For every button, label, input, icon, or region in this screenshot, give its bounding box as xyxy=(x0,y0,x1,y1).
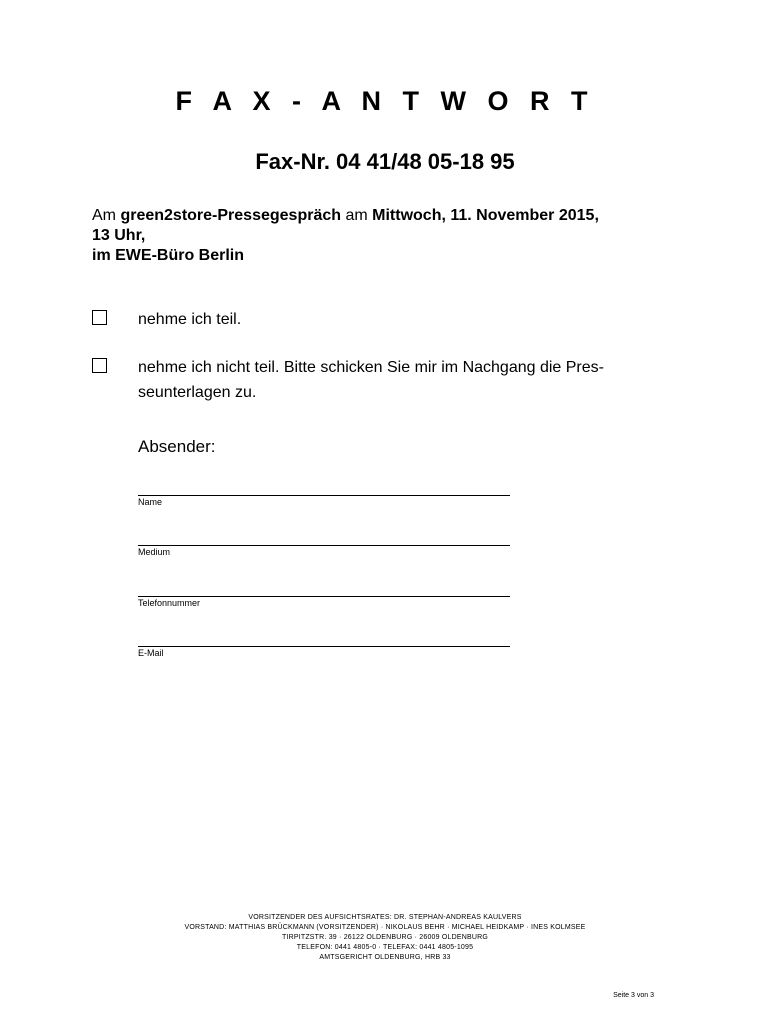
document-title: F A X - A N T W O R T xyxy=(175,86,595,116)
phone-field-line[interactable] xyxy=(138,596,510,597)
name-field-caption: Name xyxy=(138,497,163,507)
email-field-caption: E-Mail xyxy=(138,648,164,658)
phone-field-caption: Telefonnummer xyxy=(138,598,201,608)
invitation-middle: am xyxy=(341,207,373,224)
decline-option-text-line2: seunterlagen zu. xyxy=(138,384,257,401)
attend-option-label xyxy=(138,307,678,332)
decline-option-text-line1: nehme ich nicht teil. Bitte schicken Sie mir im Nachgang die Pres- xyxy=(138,359,604,376)
event-time: 13 Uhr, xyxy=(92,227,146,244)
footer-line: VORSITZENDER DES AUFSICHTSRATES: DR. STEPHAN-ANDREAS KAULVERS xyxy=(248,914,522,921)
email-field-line[interactable] xyxy=(138,646,510,647)
decline-checkbox[interactable] xyxy=(92,358,107,373)
invitation-prefix: Am xyxy=(92,207,121,224)
company-footer xyxy=(0,913,770,963)
fax-number: Fax-Nr. 04 41/48 05-18 95 xyxy=(255,149,515,174)
footer-line: VORSTAND: MATTHIAS BRÜCKMANN (VORSITZENDER) · NIKOLAUS BEHR · MICHAEL HEIDKAMP · INES KOLMSEE xyxy=(184,924,586,931)
attend-checkbox[interactable] xyxy=(92,310,107,325)
event-name: green2store-Pressegespräch xyxy=(120,207,342,224)
footer-line: AMTSGERICHT OLDENBURG, HRB 33 xyxy=(319,954,451,961)
decline-option-label xyxy=(138,355,678,405)
page-number: Seite 3 von 3 xyxy=(613,992,654,999)
event-date: Mittwoch, 11. November 2015, xyxy=(372,207,599,224)
medium-field-line[interactable] xyxy=(138,545,510,546)
attend-option-text: nehme ich teil. xyxy=(138,311,242,328)
footer-line: TELEFON: 0441 4805-0 · TELEFAX: 0441 4805-1095 xyxy=(296,944,474,951)
footer-line: TIRPITZSTR. 39 · 26122 OLDENBURG · 26009 OLDENBURG xyxy=(281,934,489,941)
invitation-text xyxy=(92,206,692,266)
name-field-line[interactable] xyxy=(138,495,510,496)
medium-field-caption: Medium xyxy=(138,547,171,557)
sender-label: Absender: xyxy=(138,437,216,456)
event-location: im EWE-Büro Berlin xyxy=(92,247,245,264)
